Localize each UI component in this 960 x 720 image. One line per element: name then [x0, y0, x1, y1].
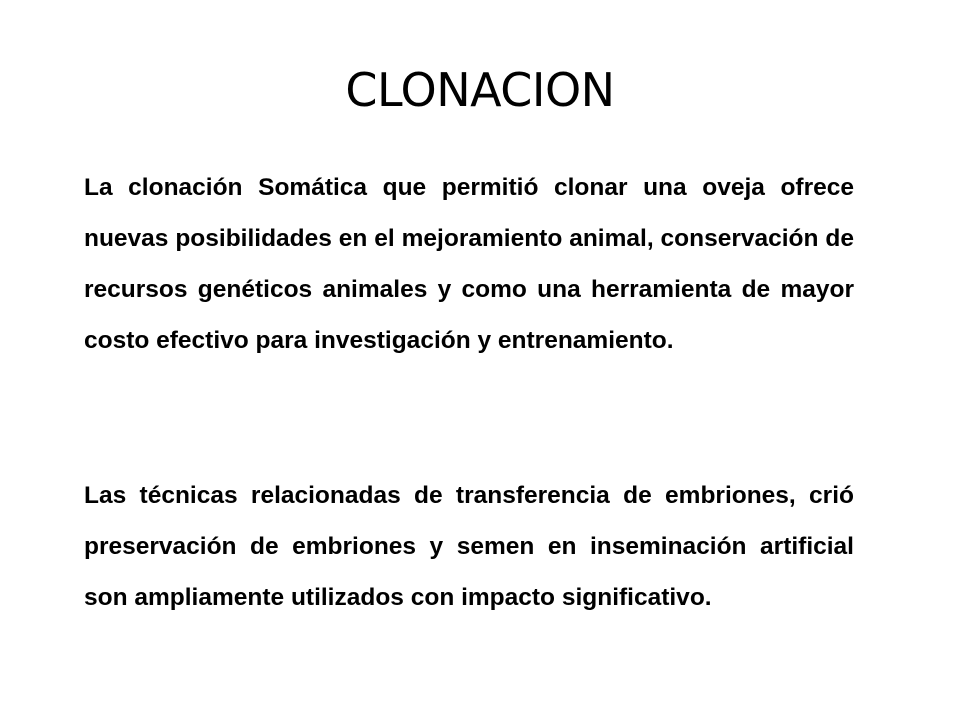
body-paragraph-2: Las técnicas relacionadas de transferencia de embriones, crió preservación de embriones y semen en inseminación artificial son ampliamente utilizados con impacto significativo. — [84, 482, 854, 611]
body-paragraph-1: La clonación Somática que permitió clonar una oveja ofrece nuevas posibilidades en el mejoramiento animal, conservación de recursos genéticos animales y como una herramienta de mayor costo efectivo para investigación y entrenamiento. — [84, 174, 854, 354]
slide-title: CLONACION — [345, 63, 615, 117]
